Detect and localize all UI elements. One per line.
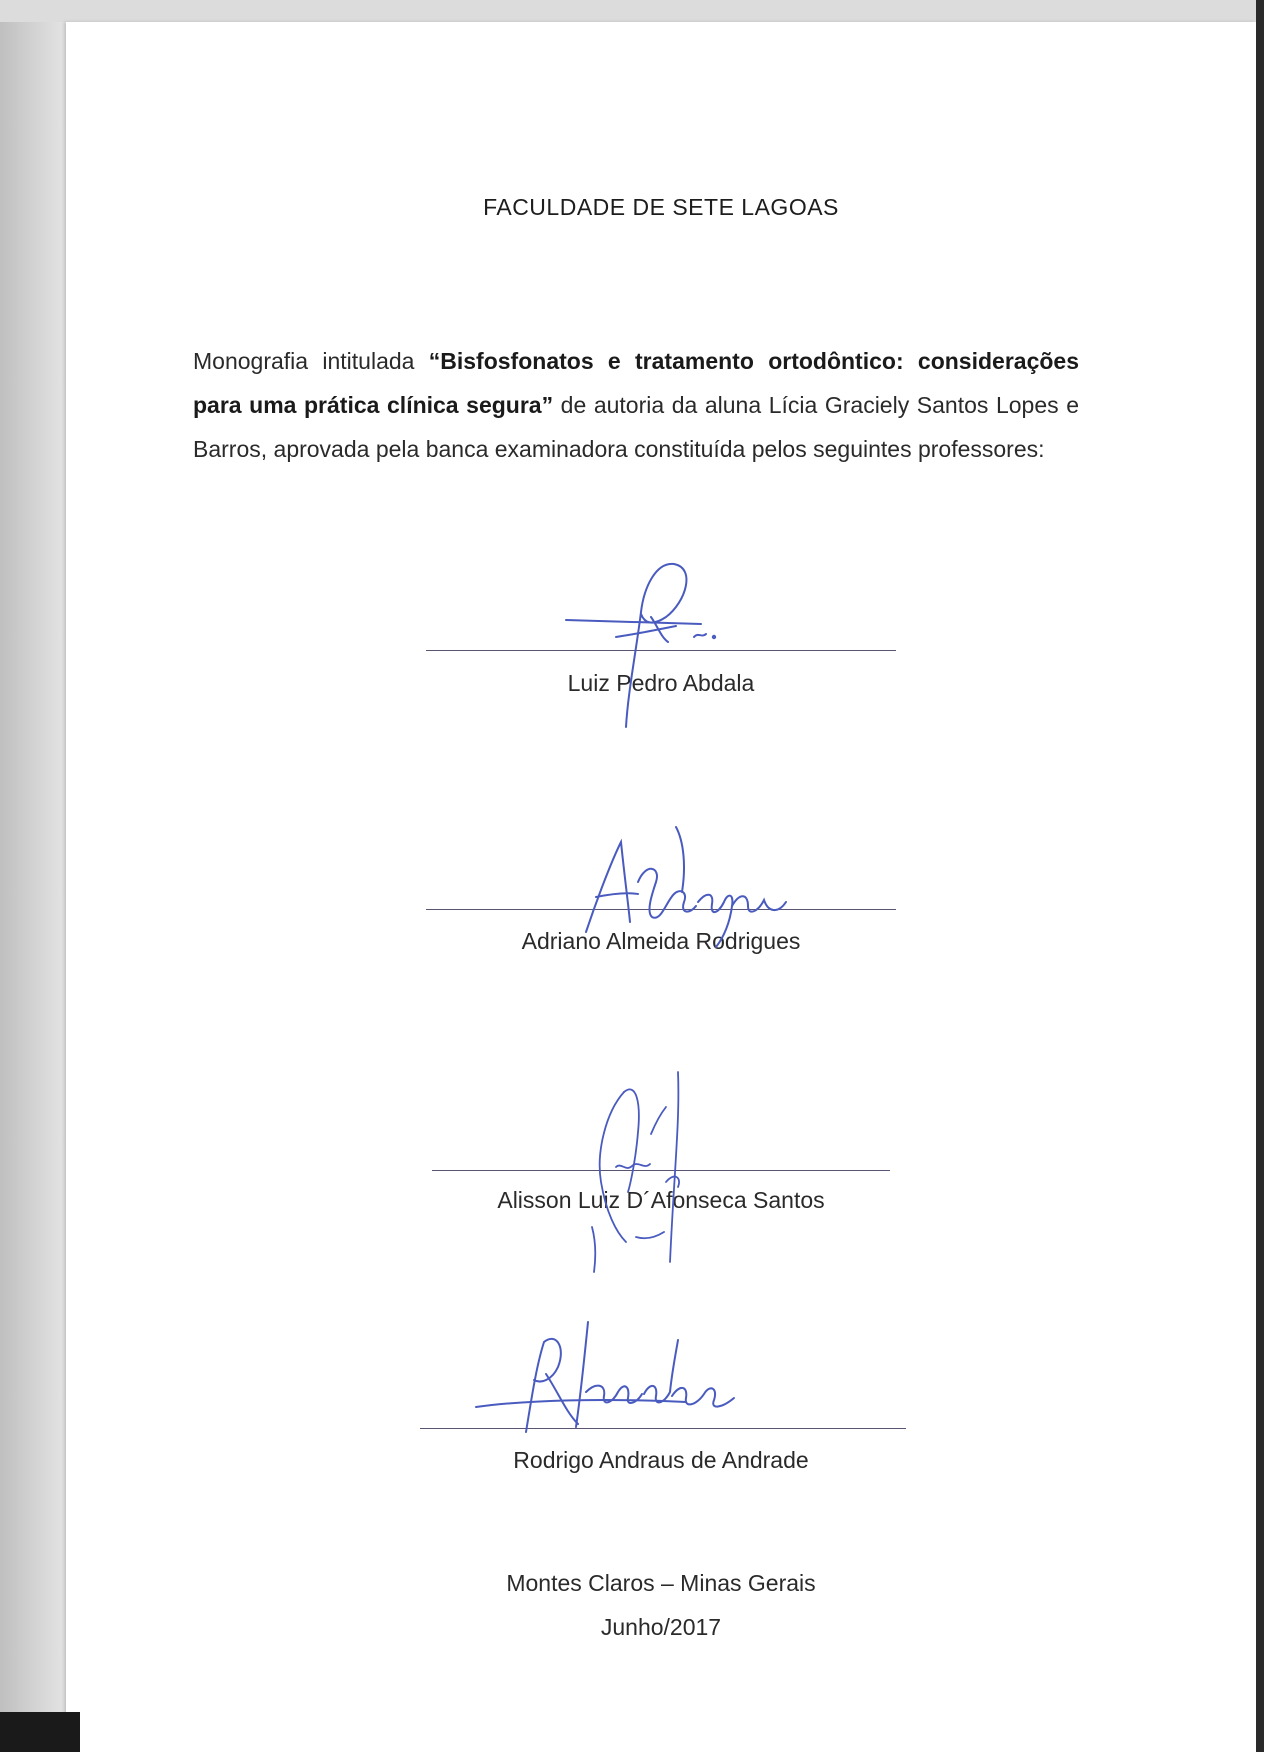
examiner-name: Alisson Luiz D´Afonseca Santos: [497, 1187, 825, 1213]
handwritten-signature-3: [566, 1062, 766, 1302]
scanner-top-edge: [0, 0, 1264, 22]
statement-lead: Monografia intitulada: [193, 348, 429, 374]
statement-rest: de autoria da aluna Lícia Graciely Santos Lopes e Barros, aprovada pela banca examinadora constituída pelos seguintes professores:: [193, 392, 1079, 462]
handwritten-signature-2: [566, 822, 826, 952]
approval-page: [66, 22, 1256, 1752]
date: Junho/2017: [600, 1614, 722, 1640]
examiner-name: Rodrigo Andraus de Andrade: [513, 1447, 809, 1473]
scanner-bottom-corner: [0, 1712, 80, 1752]
place: Montes Claros – Minas Gerais: [506, 1570, 816, 1596]
examiner-name: Adriano Almeida Rodrigues: [521, 928, 801, 954]
scanner-right-edge: [1256, 0, 1264, 1752]
approval-statement: [193, 339, 1079, 471]
examiner-name: Luiz Pedro Abdala: [567, 670, 755, 696]
institution-title: FACULDADE DE SETE LAGOAS: [483, 194, 839, 220]
monograph-title: “Bisfosfonatos e tratamento ortodôntico: considerações para uma prática clínica segura”: [193, 348, 1079, 418]
handwritten-signature-1: [546, 542, 806, 742]
handwritten-signature-4: [466, 1312, 766, 1452]
